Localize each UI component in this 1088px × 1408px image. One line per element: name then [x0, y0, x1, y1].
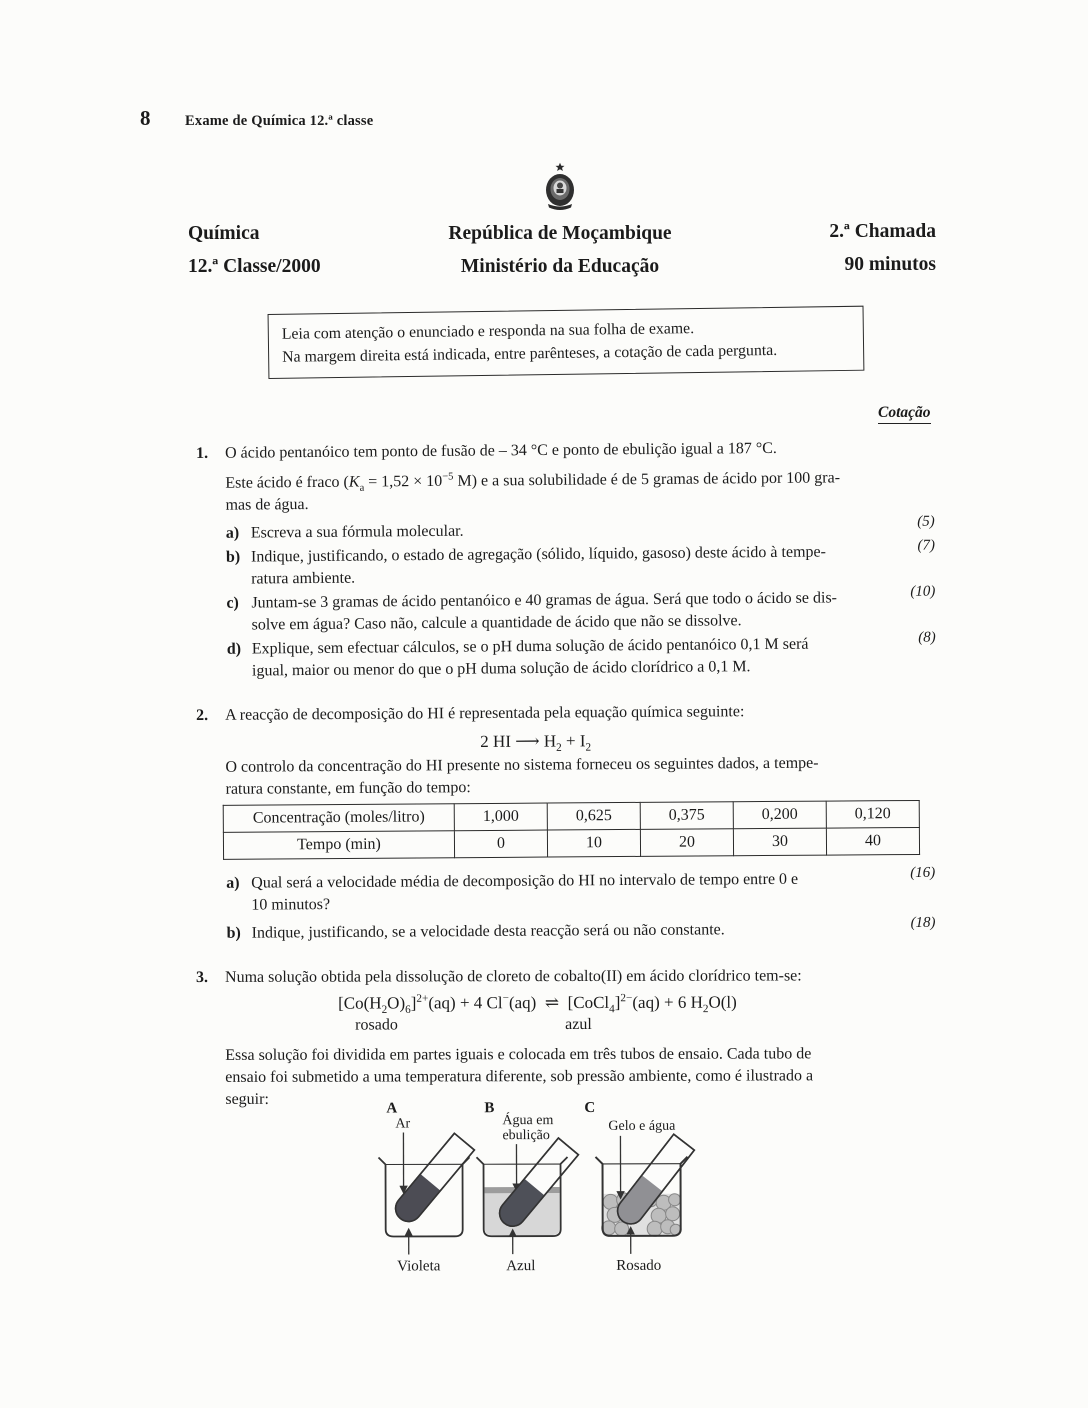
question-2-paragraph [225, 752, 936, 801]
item-label: b) [225, 548, 241, 566]
setup-c [584, 1100, 694, 1274]
question-2 [196, 700, 938, 945]
setup-a [378, 1100, 474, 1274]
text-line: igual, maior ou menor do que o pH duma solução de ácido clorídrico a 0,1 M. [251, 658, 751, 680]
equilibrium-equation: $[Co(H_2O)_6]^{2+}(aq) + 4$ Cl−(aq) ⇌ [CoCl$_4$]$^{2-}$(aq) + 6 $H_2O(l)$ [338, 992, 737, 1016]
running-title: Exame de Química 12.ª classe [185, 113, 374, 129]
text-line: A reacção de decomposição do HI é representada pela equação química seguinte: [225, 703, 745, 724]
text-line: Escreva a sua fórmula molecular. [250, 522, 464, 542]
header-right [676, 220, 936, 277]
value-cell: 20 [640, 829, 733, 857]
setup-b-condition-line1: Água em [502, 1113, 554, 1129]
item-label: b) [226, 924, 241, 942]
ministry: Ministério da Educação [460, 256, 660, 277]
country: República de Moçambique [448, 223, 672, 244]
questions [196, 439, 936, 1307]
question-number: 1. [196, 444, 209, 462]
question-3 [196, 965, 937, 1307]
question-number: 2. [196, 706, 209, 724]
question-2b [198, 914, 938, 945]
marks-badge: (8) [918, 629, 936, 646]
setup-a-letter: A [386, 1100, 398, 1117]
text-line: Explique, sem efectuar cálculos, se o pH duma solução de ácido pentanóico 0,1 M será [251, 635, 809, 658]
setup-c-letter: C [584, 1099, 596, 1116]
page-number: 8 [140, 106, 151, 130]
mozambique-coat-of-arms-icon [540, 160, 580, 219]
question-1c [197, 583, 937, 637]
text-line: ratura ambiente. [251, 569, 356, 588]
value-cell: 0 [454, 830, 547, 858]
question-2a [197, 864, 937, 917]
marks-badge: (7) [917, 537, 935, 554]
setup-a-condition: Ar [395, 1116, 411, 1132]
setup-a-result: Violeta [397, 1258, 441, 1275]
text-line: Qual será a velocidade média de decomposição do HI no intervalo de tempo entre 0 e [251, 870, 799, 892]
question-1 [196, 437, 938, 683]
marks-badge: (5) [917, 513, 935, 530]
equation-color-labels [196, 1013, 936, 1037]
row-header-cell: Concentração (moles/litro) [223, 804, 454, 833]
text-line: Essa solução foi dividida em partes iguais e colocada em três tubos de ensaio. Cada tubo de [225, 1045, 812, 1064]
session: 2.ª Chamada [829, 221, 936, 242]
text-line: O ácido pentanóico tem ponto de fusão de – 34 °C e ponto de ebulição igual a 187 °C. [225, 439, 777, 462]
marks-badge: (10) [910, 583, 936, 600]
text-line: O controlo da concentração do HI presente no sistema forneceu os seguintes dados, a tempe- [225, 754, 819, 776]
setup-b [476, 1100, 578, 1274]
value-cell: 0,625 [547, 802, 640, 830]
test-tubes-diagram [362, 1096, 703, 1290]
value-cell: 0,120 [826, 800, 919, 828]
text-line: solve em água? Caso não, calcule a quantidade de ácido que não se dissolve. [251, 612, 742, 634]
value-cell: 0,375 [640, 802, 733, 830]
item-label: c) [226, 594, 239, 612]
text-line: ensaio foi submetido a uma temperatura diferente, sob pressão ambiente, como é ilustrado a [225, 1067, 814, 1086]
value-cell: 0,200 [733, 801, 826, 829]
item-label: d) [226, 640, 242, 658]
value-cell: 10 [547, 829, 640, 857]
question-1b [197, 537, 937, 591]
setup-b-condition-line2: ebulição [502, 1128, 550, 1144]
text-line: seguir: [225, 1090, 269, 1108]
setup-c-condition: Gelo e água [608, 1118, 676, 1134]
marks-badge: (16) [910, 864, 936, 882]
instructions-line: Leia com atenção o enunciado e responda na sua folha de exame. [281, 320, 695, 343]
setup-b-result: Azul [506, 1258, 536, 1275]
value-cell: 1,000 [454, 803, 547, 831]
marks-badge: (18) [910, 914, 936, 932]
label-rosado: rosado [355, 1016, 398, 1034]
star-icon [556, 163, 565, 171]
text-line: 10 minutos? [251, 896, 331, 914]
value-cell: 40 [826, 827, 919, 855]
question-1d [198, 629, 938, 683]
text-line: mas de água. [225, 496, 309, 514]
question-1-intro [225, 437, 937, 517]
question-3-intro [225, 965, 936, 989]
chemical-equation: 2 HI ⟶ $H_2 + I_2$ [480, 731, 592, 754]
label-azul: azul [565, 1015, 592, 1034]
row-header-cell: Tempo (min) [223, 831, 454, 860]
setup-c-result: Rosado [616, 1257, 662, 1274]
text-line: Juntam-se 3 gramas de ácido pentanóico e 40 gramas de água. Será que todo o ácido se dis- [251, 589, 838, 612]
concentration-time-table [223, 800, 920, 860]
question-number: 3. [196, 968, 209, 986]
item-label: a) [226, 874, 240, 892]
setup-b-letter: B [484, 1100, 495, 1117]
marks-column-header: Cotação [878, 404, 931, 424]
text-line: Indique, justificando, se a velocidade desta reacção será ou não constante. [251, 921, 725, 942]
text-line: Indique, justificando, o estado de agregação (sólido, líquido, gasoso) deste ácido à tempe- [250, 543, 826, 566]
duration: 90 minutos [844, 254, 936, 275]
class-year: 12.ª Classe/2000 [188, 256, 321, 277]
instructions-box [268, 306, 865, 379]
text-line: Numa solução obtida pela dissolução de cloreto de cobalto(II) em ácido clorídrico tem-se: [225, 967, 802, 986]
text-line: ratura constante, em função do tempo: [225, 779, 471, 798]
question-2-intro [225, 700, 936, 727]
item-label: a) [225, 524, 240, 542]
instructions-line: Na margem direita está indicada, entre parênteses, a cotação de cada pergunta. [282, 341, 778, 366]
subject: Química [188, 223, 260, 244]
text-line: Este ácido é fraco ($K_a = 1,52 \times 10^{-5}$ M) e a sua solubilidade é de 5 gramas de ácido por 100 gra- [225, 469, 841, 494]
table-row [223, 827, 919, 859]
value-cell: 30 [733, 828, 826, 856]
